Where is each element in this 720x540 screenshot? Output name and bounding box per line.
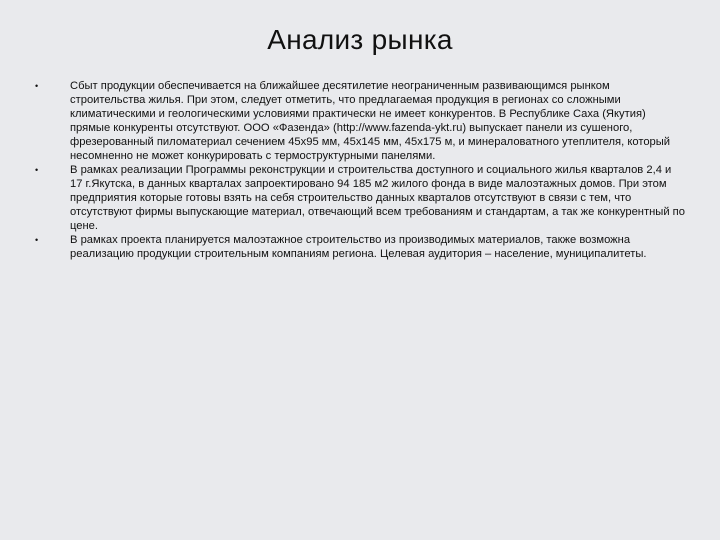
bullet-item bbox=[35, 233, 685, 261]
slide-title: Анализ рынка bbox=[267, 24, 453, 55]
bullet-marker: • bbox=[35, 165, 39, 175]
bullet-item bbox=[35, 163, 685, 233]
bullet-list bbox=[35, 79, 685, 261]
bullet-text: Сбыт продукции обеспечивается на ближайшее десятилетие неограниченным развивающимся рынком строительства жилья. При этом, следует отметить, что предлагаемая продукция в регионах со сложными климатическими и геологическими условиями практически не имеет конкурентов. В Республике Саха (Якутия) прямые конкуренты отсутствуют. ООО «Фазенда» (http://www.fazenda-ykt.ru) выпускает панели из сушеного, фрезерованный пиломатериал сечением 45х95 мм, 45х145 мм, 45х175 м, и минераловатного утеплителя, который несомненно не может конкурировать с термоструктурными панелями. bbox=[70, 80, 671, 162]
bullet-item bbox=[35, 79, 685, 163]
bullet-marker: • bbox=[35, 235, 39, 245]
bullet-marker: • bbox=[35, 81, 39, 91]
bullet-text: В рамках реализации Программы реконструкции и строительства доступного и социального жилья кварталов 2,4 и 17 г.Якутска, в данных кварталах запроектировано 94 185 м2 жилого фонда в виде малоэтажных домов. При этом предприятия которые готовы взять на себя строительство данных кварталов отсутствуют в связи с тем, что отсутствуют фирмы выпускающие материал, отвечающий всем требованиям и стандартам, а так же конкурентный по цене. bbox=[70, 164, 685, 232]
bullet-text: В рамках проекта планируется малоэтажное строительство из производимых материалов, также возможна реализацию продукции строительным компаниям региона. Целевая аудитория – население, муниципалитеты. bbox=[70, 234, 647, 260]
